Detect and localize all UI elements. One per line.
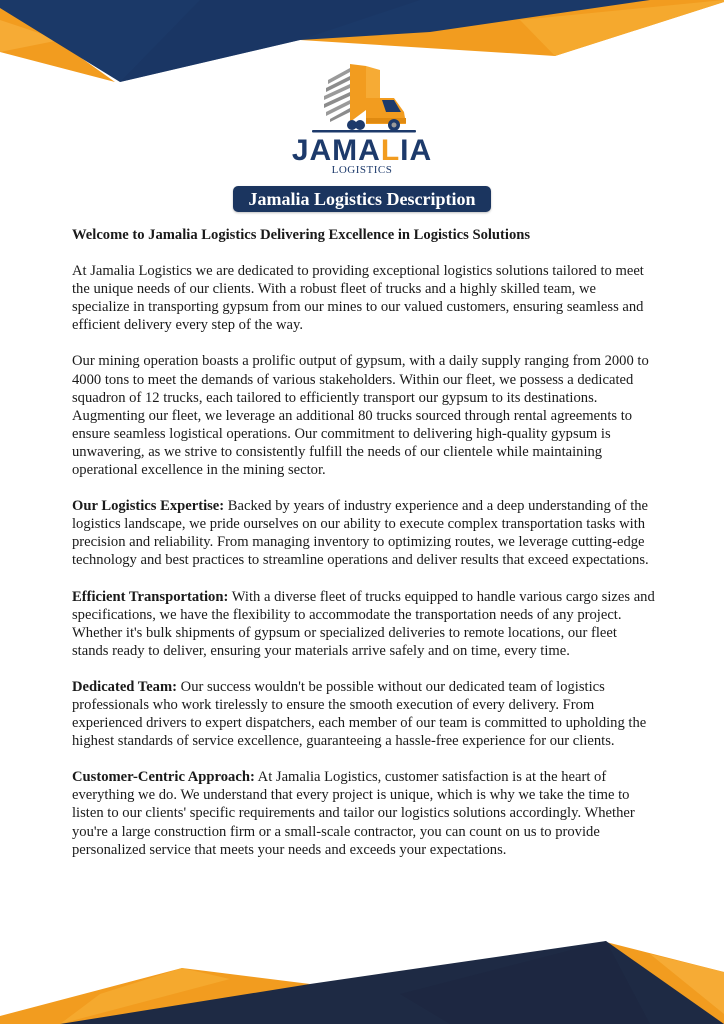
paragraph-text: At Jamalia Logistics, customer satisfaction is at the heart of everything we do. We understand that every project is unique, which is why we take the time to listen to our clients' specific requirements and tailor our logistics solutions accordingly. Whether you're a large construction firm or a small-scale contractor, you can count on us to provide personalized service that meets your needs and exceeds your expectations.: [72, 769, 635, 858]
paragraph-dedicated-team: [72, 678, 657, 750]
paragraph-text: At Jamalia Logistics we are dedicated to providing exceptional logistics solutions tailored to meet the unique needs of our clients. With a robust fleet of trucks and a highly skilled team, we specialize in transporting gypsum from our mines to our valued customers, ensuring seamless and efficient delivery every step of the way.: [72, 263, 644, 334]
document-body: [72, 226, 657, 877]
paragraph-efficient-transportation: [72, 588, 657, 660]
paragraph-text: Backed by years of industry experience and a deep understanding of the logistics landscape, we pride ourselves on our ability to execute complex transportation tasks with precision and reliability. From managing inventory to optimizing routes, we leverage cutting-edge technology and best practices to streamline operations and deliver results that exceed expectations.: [72, 498, 649, 569]
logo-subtitle: LOGISTICS: [331, 164, 393, 176]
paragraph-mining-operation: [72, 352, 657, 479]
paragraph-intro: [72, 262, 657, 334]
paragraph-text: Our mining operation boasts a prolific output of gypsum, with a daily supply ranging from 2000 to 4000 tons to meet the demands of various stakeholders. Within our fleet, we possess a dedicated squadron of 12 trucks, each tailored to efficiently transport our gypsum to its destinations. Augmenting our fleet, we leverage an additional 80 trucks sourced through rental agreements to ensure seamless logistical operations. Our commitment to delivering high-quality gypsum is unwavering, as we strive to consistently fulfill the needs of our clientele while maintaining operational excellence in the mining sector.: [72, 353, 649, 479]
paragraph-label: Efficient Transportation:: [72, 588, 229, 605]
page-title: Jamalia Logistics Description: [233, 186, 491, 212]
paragraph-logistics-expertise: [72, 497, 657, 569]
bottom-banner-decoration: [0, 924, 724, 1024]
paragraph-label: Our Logistics Expertise:: [72, 498, 225, 515]
paragraph-label: Customer-Centric Approach:: [72, 769, 255, 786]
welcome-heading: Welcome to Jamalia Logistics Delivering Excellence in Logistics Solutions: [72, 227, 531, 243]
truck-icon: [282, 58, 442, 136]
paragraph-label: Dedicated Team:: [72, 678, 177, 695]
logo-word-accent: L: [380, 134, 401, 167]
company-logo: [282, 58, 442, 178]
paragraph-text: With a diverse fleet of trucks equipped to handle various cargo sizes and specifications, we have the flexibility to accommodate the transportation needs of any project. Whether it's bulk shipments of gypsum or specialized deliveries to remote locations, our fleet stands ready to deliver, ensuring your materials arrive safely and on time, every time.: [72, 588, 655, 659]
paragraph-text: Our success wouldn't be possible without our dedicated team of logistics professionals who work tirelessly to ensure the smooth execution of every delivery. From experienced drivers to expert dispatchers, each member of our team is committed to upholding the highest standards of service excellence, guaranteeing a hassle-free experience for our clients.: [72, 678, 647, 750]
logo-word-part1: JAMA: [291, 134, 381, 167]
logo-word-part2: IA: [400, 134, 433, 167]
paragraph-customer-centric: [72, 768, 657, 858]
logo-wordmark: [282, 136, 442, 166]
